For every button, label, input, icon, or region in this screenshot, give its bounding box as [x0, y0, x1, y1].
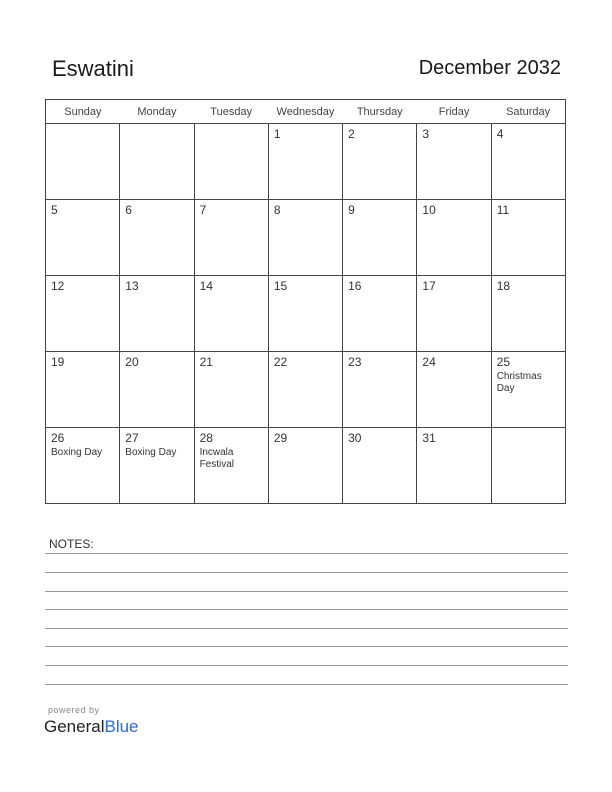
day-cell: [120, 124, 194, 200]
note-line: [45, 553, 568, 554]
day-number: 11: [496, 203, 510, 217]
day-number: 10: [422, 203, 436, 217]
holiday-event: Boxing Day: [51, 447, 103, 458]
day-number: 27: [125, 431, 139, 445]
day-number: 31: [422, 431, 436, 445]
calendar-grid: [45, 99, 566, 504]
day-number: 6: [125, 203, 132, 217]
day-number: 29: [273, 431, 288, 445]
day-cell: [120, 276, 194, 352]
day-number: 20: [125, 355, 139, 369]
day-number: 2: [348, 127, 355, 141]
day-number: 25: [496, 355, 511, 369]
day-number: 21: [199, 355, 213, 369]
day-cell: [194, 276, 268, 352]
day-number: 15: [273, 279, 288, 293]
day-cell: [268, 352, 342, 428]
holiday-event: Boxing Day: [125, 447, 177, 458]
day-number: 4: [496, 127, 504, 141]
day-number: 19: [51, 355, 65, 369]
day-number: 12: [51, 279, 65, 293]
day-number: 16: [348, 279, 362, 293]
day-cell: [417, 428, 491, 504]
day-number: 7: [199, 203, 207, 217]
day-number: 24: [422, 355, 436, 369]
day-number: 1: [273, 127, 281, 141]
weekday-friday: Friday: [417, 100, 491, 124]
weekday-tuesday: Tuesday: [194, 100, 268, 124]
day-number: 14: [199, 279, 213, 293]
holiday-event: Incwala Festival: [199, 447, 235, 470]
day-number: 8: [273, 203, 281, 217]
day-cell: [343, 124, 417, 200]
day-cell: [46, 352, 120, 428]
weekday-sunday: Sunday: [46, 100, 120, 124]
day-cell: [194, 428, 268, 504]
day-cell: [46, 124, 120, 200]
day-cell: [417, 276, 491, 352]
week-row: [46, 428, 566, 504]
day-number: 30: [348, 431, 362, 445]
day-cell: [491, 124, 565, 200]
weekday-wednesday: Wednesday: [268, 100, 342, 124]
day-cell: [417, 352, 491, 428]
day-number: 3: [422, 127, 430, 141]
day-cell: [268, 200, 342, 276]
day-cell: [194, 124, 268, 200]
day-number: 13: [125, 279, 139, 293]
day-cell: [268, 428, 342, 504]
note-line: [45, 646, 568, 647]
note-line: [45, 572, 568, 573]
day-cell: [46, 428, 120, 504]
day-cell: [268, 124, 342, 200]
week-row: [46, 200, 566, 276]
day-cell: [417, 124, 491, 200]
day-cell: [491, 428, 565, 504]
day-number: 28: [199, 431, 213, 445]
day-cell: [194, 352, 268, 428]
day-number: 23: [348, 355, 362, 369]
day-cell: [194, 200, 268, 276]
generalblue-logo: [44, 717, 139, 737]
note-line: [45, 609, 568, 610]
holiday-event: Christmas Day: [496, 371, 542, 394]
day-cell: [491, 276, 565, 352]
powered-by-text: powered by: [48, 705, 100, 715]
note-line: [45, 684, 568, 685]
day-cell: [417, 200, 491, 276]
week-row: [46, 352, 566, 428]
weekday-header-row: [46, 100, 566, 124]
notes-label: NOTES:: [49, 537, 94, 551]
week-row: [46, 276, 566, 352]
day-number: 17: [422, 279, 436, 293]
day-number: 9: [348, 203, 355, 217]
month-year-title: December 2032: [418, 57, 561, 79]
brand-general: General: [44, 717, 105, 736]
day-number: 22: [273, 355, 288, 369]
day-number: 5: [51, 203, 58, 217]
day-number: 26: [51, 431, 65, 445]
brand-blue: Blue: [104, 717, 139, 736]
day-cell: [268, 276, 342, 352]
day-cell: [343, 200, 417, 276]
day-cell: [46, 200, 120, 276]
day-cell: [120, 200, 194, 276]
week-row: [46, 124, 566, 200]
day-cell: [343, 276, 417, 352]
note-line: [45, 665, 568, 666]
day-cell: [343, 428, 417, 504]
day-cell: [120, 352, 194, 428]
country-title: Eswatini: [52, 56, 134, 81]
day-cell: [120, 428, 194, 504]
note-line: [45, 628, 568, 629]
day-number: 18: [496, 279, 511, 293]
weekday-monday: Monday: [120, 100, 194, 124]
weekday-saturday: Saturday: [491, 100, 565, 124]
note-line: [45, 591, 568, 592]
weekday-thursday: Thursday: [343, 100, 417, 124]
day-cell: [343, 352, 417, 428]
day-cell: [491, 352, 565, 428]
day-cell: [491, 200, 565, 276]
day-cell: [46, 276, 120, 352]
